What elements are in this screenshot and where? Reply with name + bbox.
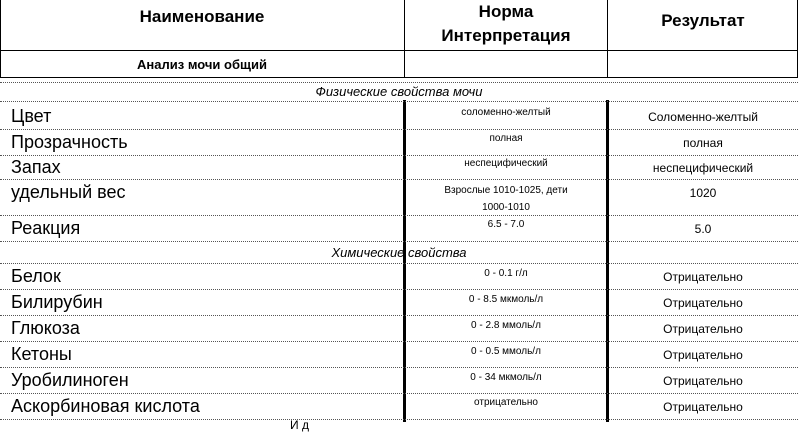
row-norm-ketones: 0 - 0.5 ммоль/л bbox=[471, 346, 541, 357]
section-title: Анализ мочи общий bbox=[137, 57, 267, 72]
row-norm-transparency: полная bbox=[489, 133, 523, 144]
row-separator bbox=[0, 419, 798, 420]
row-result-ketones: Отрицательно bbox=[663, 348, 743, 362]
row-name-color: Цвет bbox=[11, 106, 52, 126]
row-separator bbox=[0, 289, 798, 290]
row-norm-bilirubin: 0 - 8.5 мкмоль/л bbox=[468, 294, 544, 305]
subsection-physical-title: Физические свойства мочи bbox=[315, 84, 483, 99]
row-separator bbox=[0, 263, 798, 264]
row-separator bbox=[0, 101, 798, 102]
row-name-reaction: Реакция bbox=[11, 218, 81, 238]
subsection-chemical-title: Химические свойства bbox=[331, 245, 467, 260]
row-separator bbox=[0, 341, 798, 342]
row-separator bbox=[0, 155, 798, 156]
header-rule bbox=[0, 50, 798, 51]
row-name-protein: Белок bbox=[11, 266, 61, 286]
row-name-ascorbic-acid: Аскорбиновая кислота bbox=[11, 396, 200, 416]
row-separator bbox=[0, 179, 798, 180]
row-separator bbox=[0, 215, 798, 216]
section-rule bbox=[0, 77, 798, 78]
row-norm-reaction: 6.5 - 7.0 bbox=[487, 219, 525, 230]
row-name-glucose: Глюкоза bbox=[11, 318, 80, 338]
row-name-ketones: Кетоны bbox=[11, 344, 72, 364]
row-separator bbox=[0, 367, 798, 368]
row-norm-specific-gravity-line2: 1000-1010 bbox=[482, 202, 530, 213]
column-header-result: Результат bbox=[661, 11, 745, 30]
row-name-urobilinogen: Уробилиноген bbox=[11, 370, 129, 390]
row-norm-urobilinogen: 0 - 34 мкмоль/л bbox=[470, 372, 542, 383]
row-separator bbox=[0, 315, 798, 316]
column-header-norm-line1: Норма bbox=[478, 2, 534, 21]
column-header-norm-line2: Интерпретация bbox=[441, 26, 571, 45]
row-result-glucose: Отрицательно bbox=[663, 322, 743, 336]
row-separator bbox=[0, 129, 798, 130]
column-header-name: Наименование bbox=[139, 7, 265, 26]
row-norm-color: соломенно-желтый bbox=[461, 107, 551, 118]
row-norm-odor: неспецифический bbox=[464, 158, 548, 169]
row-name-odor: Запах bbox=[11, 157, 61, 177]
column-header-norm bbox=[405, 0, 607, 48]
row-name-specific-gravity: удельный вес bbox=[11, 182, 126, 202]
row-result-urobilinogen: Отрицательно bbox=[663, 374, 743, 388]
row-separator bbox=[0, 241, 798, 242]
row-norm-protein: 0 - 0.1 г/л bbox=[484, 268, 528, 279]
row-result-bilirubin: Отрицательно bbox=[663, 296, 743, 310]
row-result-protein: Отрицательно bbox=[663, 270, 743, 284]
row-separator bbox=[0, 82, 798, 83]
row-result-reaction: 5.0 bbox=[694, 222, 712, 236]
row-result-ascorbic-acid: Отрицательно bbox=[663, 400, 743, 414]
row-result-specific-gravity: 1020 bbox=[689, 186, 717, 200]
row-name-transparency: Прозрачность bbox=[11, 132, 128, 152]
row-norm-specific-gravity-line1: Взрослые 1010-1025, дети bbox=[444, 185, 568, 196]
row-result-odor: неспецифический bbox=[652, 161, 754, 175]
row-name-bilirubin: Билирубин bbox=[11, 292, 103, 312]
row-norm-ascorbic-acid: отрицательно bbox=[474, 397, 538, 408]
row-result-color: Соломенно-желтый bbox=[648, 110, 758, 124]
cutoff-footnote: И д bbox=[290, 418, 309, 432]
row-norm-glucose: 0 - 2.8 ммоль/л bbox=[471, 320, 541, 331]
row-separator bbox=[0, 393, 798, 394]
row-result-transparency: полная bbox=[683, 136, 723, 150]
